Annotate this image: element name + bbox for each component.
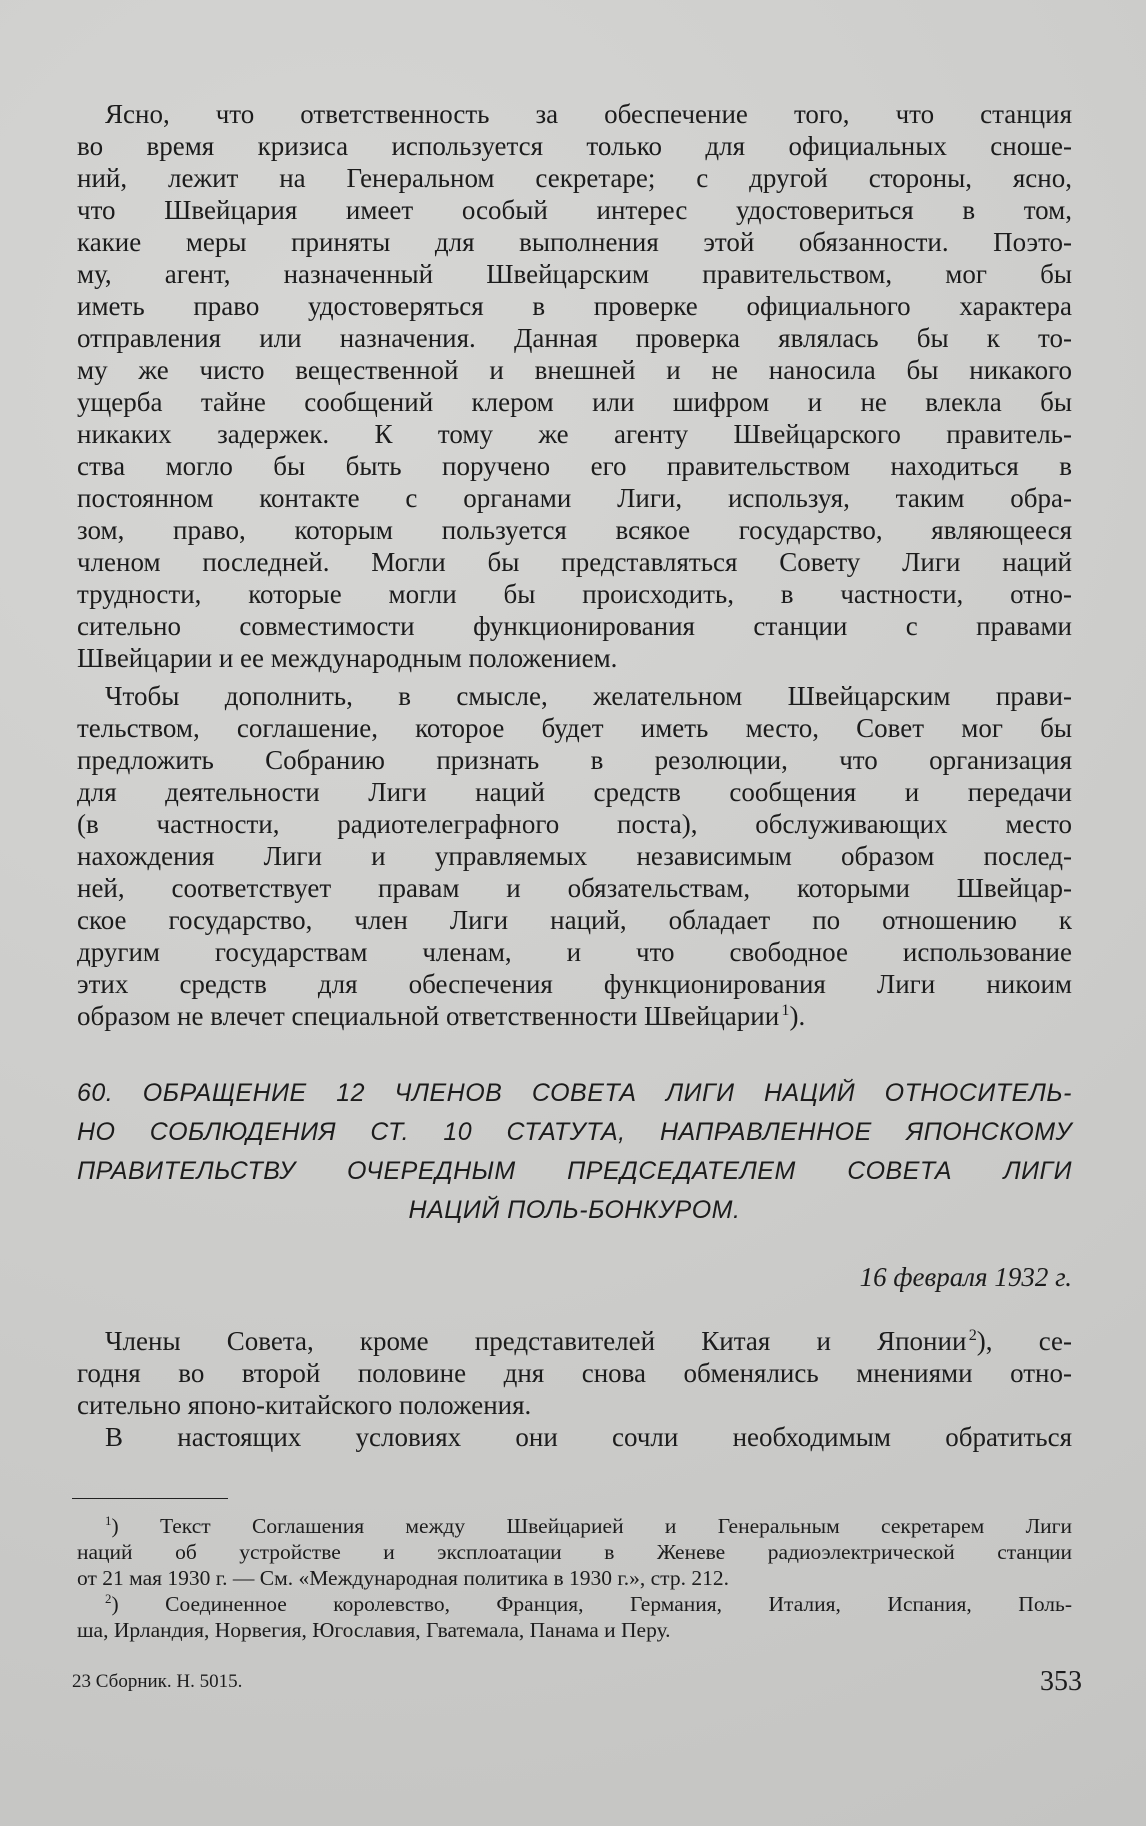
text: ), се-: [976, 1326, 1073, 1356]
text-line: членом последней. Могли бы представляться Совету Лиги наций: [77, 547, 1072, 577]
text-line: во время кризиса используется только для официальных сноше-: [77, 131, 1072, 161]
heading-line: ПРАВИТЕЛЬСТВУ ОЧЕРЕДНЫМ ПРЕДСЕДАТЕЛЕМ СОВЕТА ЛИГИ: [77, 1157, 1072, 1185]
text-line: сительно совместимости функционирования станции с правами: [77, 611, 1072, 641]
footnote-line: от 21 мая 1930 г. — См. «Международная политика в 1930 г.», стр. 212.: [77, 1566, 729, 1590]
text-line: Чтобы дополнить, в смысле, желательном Швейцарским прави-: [105, 681, 1072, 711]
text-line: ства могло бы быть поручено его правительством находиться в: [77, 451, 1072, 481]
text-line: Ясно, что ответственность за обеспечение того, что станция: [105, 99, 1072, 129]
footnote-mark: 1: [105, 1513, 112, 1528]
text-line: сительно японо-китайского положения.: [77, 1390, 532, 1420]
paragraph-2: [77, 680, 1072, 1032]
text-line: (в частности, радиотелеграфного поста), обслуживающих место: [77, 809, 1072, 839]
text-line: ней, соответствует правам и обязательствам, которыми Швейцар-: [77, 873, 1072, 903]
text-line: предложить Собранию признать в резолюции, что организация: [77, 745, 1072, 775]
text-line: ское государство, член Лиги наций, обладает по отношению к: [77, 905, 1072, 935]
paragraph-3: [77, 1325, 1072, 1453]
footnote-ref[interactable]: 2: [968, 1326, 977, 1344]
printer-signature: 23 Сборник. Н. 5015.: [72, 1671, 243, 1692]
text-line: отправления или назначения. Данная проверка являлась бы к то-: [77, 323, 1072, 353]
footnote-mark: 2: [105, 1591, 112, 1606]
section-heading: [77, 1074, 1072, 1230]
text-line: трудности, которые могли бы происходить, в частности, отно-: [77, 579, 1072, 609]
footnote-ref[interactable]: 1: [781, 1001, 790, 1019]
heading-line: 60. ОБРАЩЕНИЕ 12 ЧЛЕНОВ СОВЕТА ЛИГИ НАЦИЙ ОТНОСИТЕЛЬ-: [77, 1079, 1072, 1107]
text: ).: [789, 1001, 806, 1031]
text-line: какие меры приняты для выполнения этой обязанности. Поэто-: [77, 227, 1072, 257]
text-line: [77, 1325, 1072, 1357]
text-line: нахождения Лиги и управляемых независимым образом послед-: [77, 841, 1072, 871]
text-line: В настоящих условиях они сочли необходимым обратиться: [105, 1422, 1072, 1452]
text-line: зом, право, которым пользуется всякое государство, являющееся: [77, 515, 1072, 545]
text-line: му же чисто вещественной и внешней и не наносила бы никакого: [77, 355, 1072, 385]
page-number: 353: [1040, 1666, 1082, 1697]
text-line: му, агент, назначенный Швейцарским правительством, мог бы: [77, 259, 1072, 289]
text-line: что Швейцария имеет особый интерес удостовериться в том,: [77, 195, 1072, 225]
footnotes: [77, 1513, 1072, 1643]
text-line: Швейцарии и ее международным положением.: [77, 643, 618, 673]
text: образом не влечет специальной ответственности Швейцарии: [77, 1001, 780, 1031]
document-date: 16 февраля 1932 г.: [859, 1262, 1072, 1292]
text-line: иметь право удостоверяться в проверке официального характера: [77, 291, 1072, 321]
heading-line: НО СОБЛЮДЕНИЯ СТ. 10 СТАТУТА, НАПРАВЛЕННОЕ ЯПОНСКОМУ: [77, 1118, 1072, 1146]
text-line: ущерба тайне сообщений клером или шифром и не влекла бы: [77, 387, 1072, 417]
text-line: годня во второй половине дня снова обменялись мнениями отно-: [77, 1358, 1072, 1388]
text: Члены Совета, кроме представителей Китая и Японии: [105, 1326, 967, 1356]
text-line: [77, 1000, 1072, 1032]
text-line: для деятельности Лиги наций средств сообщения и передачи: [77, 777, 1072, 807]
text-line: никаких задержек. К тому же агенту Швейцарского правитель-: [77, 419, 1072, 449]
footnote-line: [77, 1591, 1072, 1617]
footnote-divider: [72, 1498, 228, 1499]
text: ) Соединенное королевство, Франция, Германия, Италия, Испания, Поль-: [111, 1592, 1072, 1616]
text-line: тельством, соглашение, которое будет иметь место, Совет мог бы: [77, 713, 1072, 743]
text-line: постоянном контакте с органами Лиги, используя, таким обра-: [77, 483, 1072, 513]
footnote-line: [77, 1513, 1072, 1539]
text-line: другим государствам членам, и что свободное использование: [77, 937, 1072, 967]
text-line: этих средств для обеспечения функционирования Лиги никоим: [77, 969, 1072, 999]
paragraph-1: [77, 98, 1072, 674]
text-line: ний, лежит на Генеральном секретаре; с другой стороны, ясно,: [77, 163, 1072, 193]
footnote-line: наций об устройстве и эксплоатации в Женеве радиоэлектрической станции: [77, 1540, 1072, 1564]
text: ) Текст Соглашения между Швейцарией и Генеральным секретарем Лиги: [111, 1514, 1072, 1538]
footnote-line: ша, Ирландия, Норвегия, Югославия, Гватемала, Панама и Перу.: [77, 1618, 671, 1642]
heading-line: НАЦИЙ ПОЛЬ-БОНКУРОМ.: [408, 1196, 741, 1224]
